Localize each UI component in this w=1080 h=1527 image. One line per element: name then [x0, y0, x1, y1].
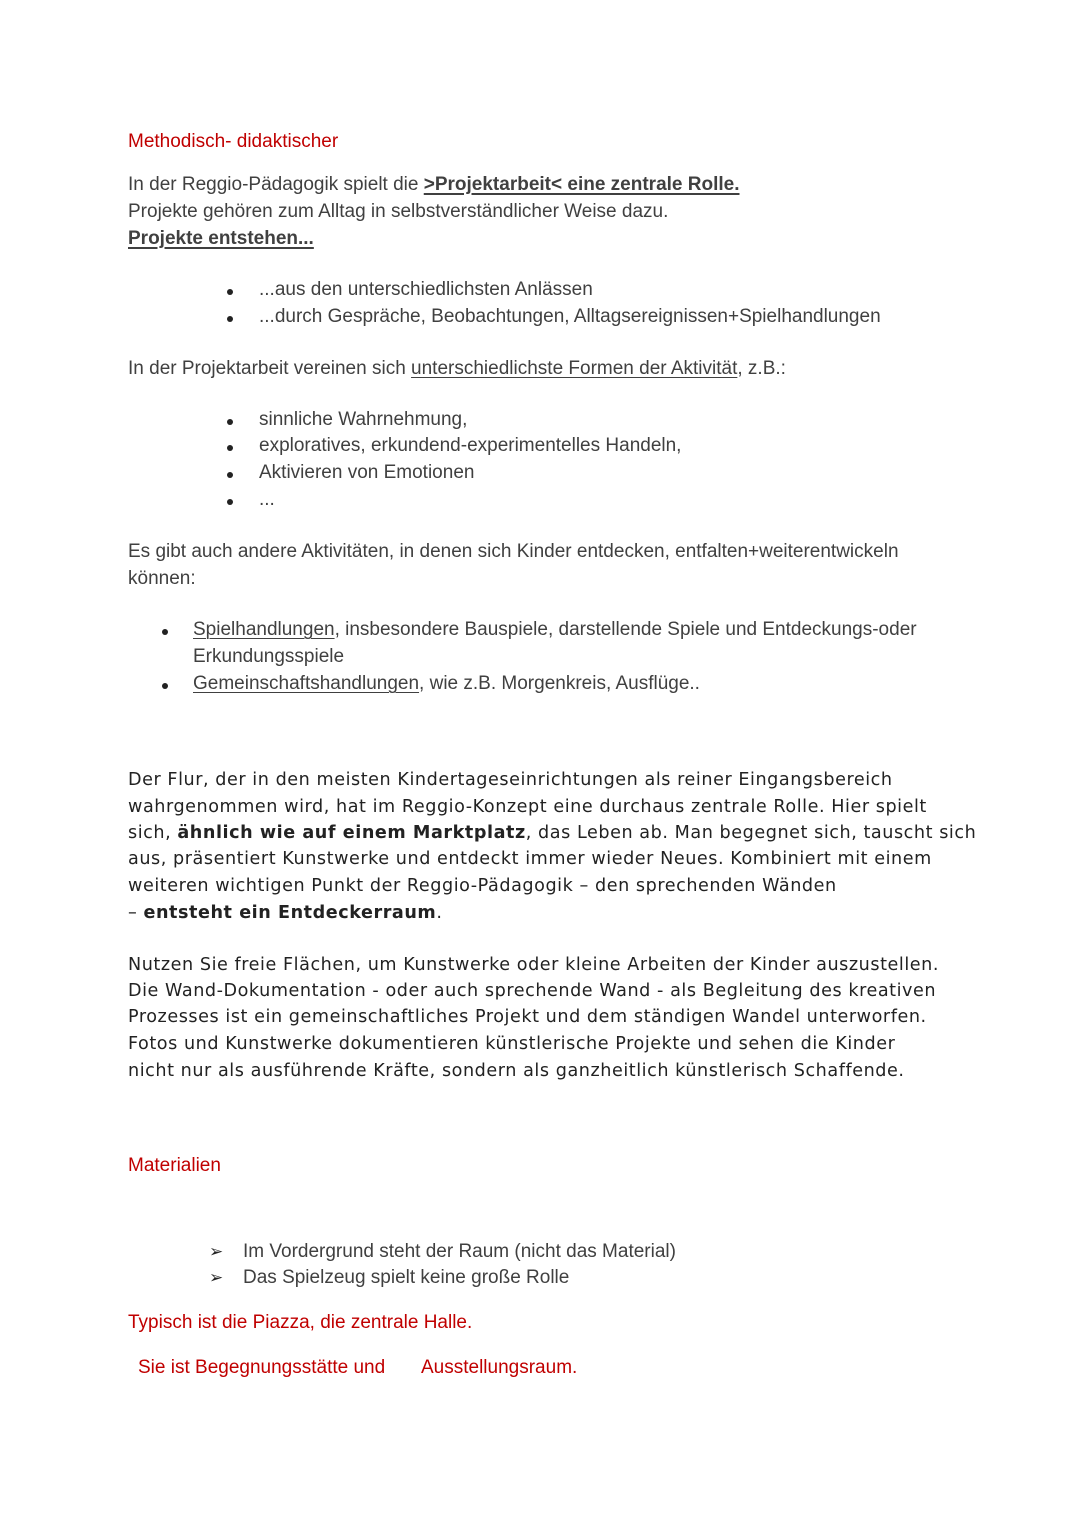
list-item: ... [259, 489, 275, 510]
list-item [193, 617, 917, 644]
arrow-bullet-icon: ➢ [209, 1242, 224, 1262]
projekte-entstehen-heading: Projekte entstehen... [128, 228, 314, 249]
bullet-dot-icon [162, 629, 168, 635]
section-heading-materialien: Materialien [128, 1155, 221, 1176]
flur-line [128, 820, 976, 847]
ausstellungsraum-text: Ausstellungsraum. [421, 1357, 578, 1378]
gemeinschaftshandlungen-link: Gemeinschaftshandlungen [193, 673, 420, 694]
flur-line: wahrgenommen wird, hat im Reggio-Konzept eine durchaus zentrale Rolle. Hier spielt [128, 797, 927, 817]
nutzen-line: nicht nur als ausführende Kräfte, sondern als ganzheitlich künstlerisch Schaffende. [128, 1061, 905, 1081]
bullet-dot-icon [162, 683, 168, 689]
list-item: ...durch Gespräche, Beobachtungen, Alltagsereignissen+Spielhandlungen [259, 306, 881, 327]
list-item-text: , insbesondere Bauspiele, darstellende Spiele und Entdeckungs-oder [334, 619, 917, 640]
list-item [193, 671, 700, 698]
flur-line: weiteren wichtigen Punkt der Reggio-Pädagogik – den sprechenden Wänden [128, 876, 837, 896]
nutzen-line: Nutzen Sie freie Flächen, um Kunstwerke oder kleine Arbeiten der Kinder auszustellen. [128, 955, 939, 975]
bullet-dot-icon [227, 316, 233, 322]
intro-text: In der Reggio-Pädagogik spielt die [128, 174, 424, 195]
list-item-text: , wie z.B. Morgenkreis, Ausflüge.. [419, 673, 700, 694]
list-item: Aktivieren von Emotionen [259, 462, 475, 483]
list-item-continuation: Erkundungsspiele [193, 646, 345, 667]
list-item: Das Spielzeug spielt keine große Rolle [243, 1267, 570, 1288]
bullet-dot-icon [227, 289, 233, 295]
arrow-bullet-icon: ➢ [209, 1268, 224, 1288]
spielhandlungen-link: Spielhandlungen [193, 619, 335, 640]
list-item: exploratives, erkundend-experimentelles Handeln, [259, 435, 682, 456]
projektarbeit-suffix: , z.B.: [737, 358, 786, 379]
nutzen-line: Die Wand-Dokumentation - oder auch sprechende Wand - als Begleitung des kreativen [128, 981, 937, 1001]
list-item: ...aus den unterschiedlichsten Anlässen [259, 279, 593, 300]
flur-text: sich, [128, 823, 178, 843]
marktplatz-emphasis: ähnlich wie auf einem Marktplatz [177, 823, 526, 843]
flur-line: aus, präsentiert Kunstwerke und entdeckt immer wieder Neues. Kombiniert mit einem [128, 849, 932, 869]
projektarbeit-emphasis: >Projektarbeit< eine zentrale Rolle. [423, 174, 740, 195]
begegnung-text: Sie ist Begegnungsstätte und [138, 1357, 386, 1378]
flur-text: – [128, 903, 144, 923]
flur-line [128, 900, 442, 927]
list-item: Im Vordergrund steht der Raum (nicht das Material) [243, 1241, 676, 1262]
nutzen-line: Fotos und Kunstwerke dokumentieren künstlerische Projekte und sehen die Kinder [128, 1034, 896, 1054]
piazza-text: Typisch ist die Piazza, die zentrale Halle. [128, 1312, 473, 1333]
section-heading-methodisch: Methodisch- didaktischer [128, 131, 339, 152]
andere-line-1: Es gibt auch andere Aktivitäten, in denen sich Kinder entdecken, entfalten+weiterentwickeln [128, 541, 899, 562]
bullet-dot-icon [227, 472, 233, 478]
bullet-dot-icon [227, 445, 233, 451]
andere-line-2: können: [128, 568, 196, 589]
projektarbeit-paragraph [128, 356, 786, 383]
flur-text: . [436, 903, 443, 923]
nutzen-line: Prozesses ist ein gemeinschaftliches Projekt und dem ständigen Wandel unterworfen. [128, 1007, 927, 1027]
bullet-dot-icon [227, 419, 233, 425]
intro-line-2: Projekte gehören zum Alltag in selbstverständlicher Weise dazu. [128, 201, 669, 222]
intro-line-1 [128, 172, 740, 199]
flur-line: Der Flur, der in den meisten Kindertageseinrichtungen als reiner Eingangsbereich [128, 770, 893, 790]
bullet-dot-icon [227, 499, 233, 505]
entdeckerraum-emphasis: entsteht ein Entdeckerraum [143, 903, 437, 923]
list-item: sinnliche Wahrnehmung, [259, 409, 468, 430]
aktivitaet-link: unterschiedlichste Formen der Aktivität [411, 358, 738, 379]
flur-text: , das Leben ab. Man begegnet sich, tauscht sich [525, 823, 977, 843]
projektarbeit-text: In der Projektarbeit vereinen sich [128, 358, 412, 379]
